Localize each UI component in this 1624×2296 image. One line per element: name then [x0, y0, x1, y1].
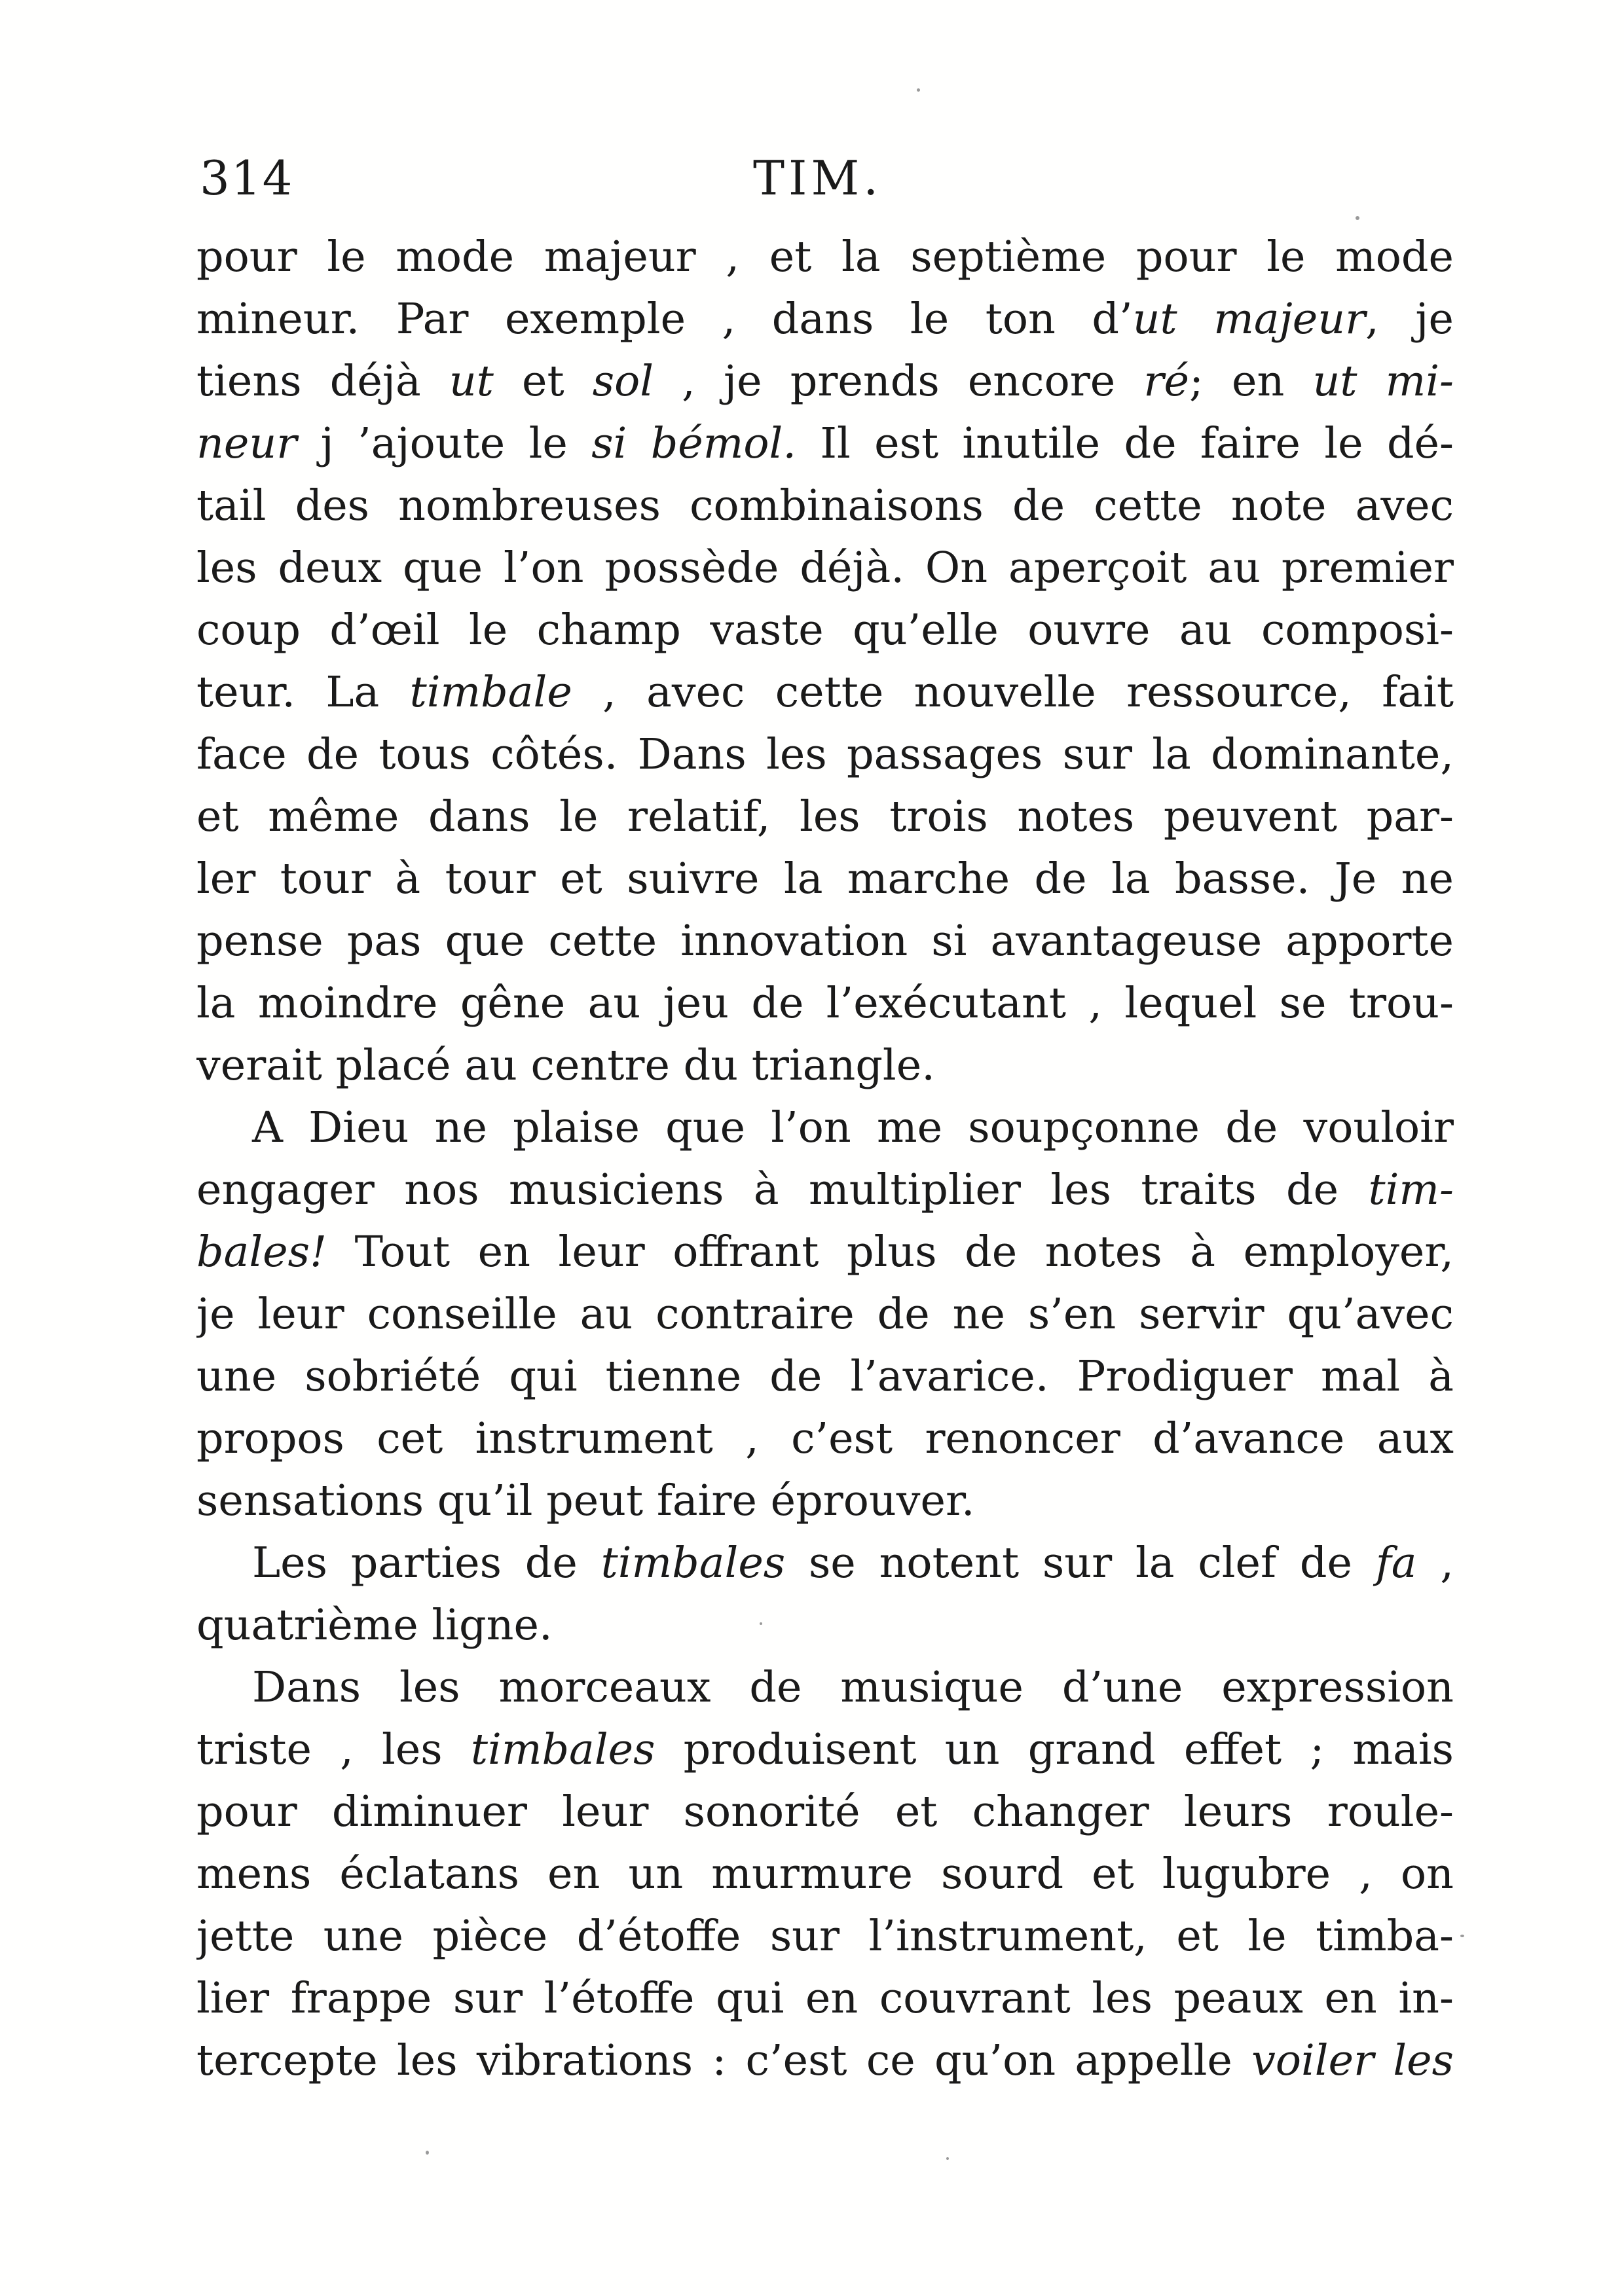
italic-text: ut mi-: [1312, 357, 1454, 406]
italic-text: ut majeur: [1132, 295, 1366, 344]
text-run: Les parties de: [252, 1539, 601, 1588]
text-line: [196, 1656, 1454, 1719]
text-run: lier frappe sur l’étoffe qui en couvrant les peaux en in-: [196, 1974, 1454, 2023]
text-run: Tout en leur offrant plus de notes à employer,: [327, 1228, 1454, 1277]
text-line: [196, 1034, 1454, 1097]
text-run: triste , les: [196, 1725, 471, 1774]
text-line: [196, 1532, 1454, 1594]
italic-text: timbales: [600, 1539, 786, 1588]
text-line: [196, 1097, 1454, 1159]
text-run: verait placé au centre du triangle.: [196, 1041, 935, 1090]
text-line: [196, 412, 1454, 475]
text-run: et: [493, 357, 593, 406]
text-run: pour le mode majeur , et la septième pour le mode: [196, 232, 1454, 282]
text-line: [196, 723, 1454, 786]
text-line: [196, 350, 1454, 412]
text-run: , je: [1365, 295, 1454, 344]
text-line: [196, 1967, 1454, 2030]
text-line: [196, 1283, 1454, 1345]
text-line: [196, 1470, 1454, 1532]
running-head: TIM.: [753, 151, 883, 206]
scan-speck: [1460, 1935, 1464, 1937]
text-line: [196, 1221, 1454, 1283]
text-run: face de tous côtés. Dans les passages sur la dominante,: [196, 730, 1454, 779]
scan-speck: [946, 2157, 949, 2160]
text-run: Dans les morceaux de musique d’une expression: [252, 1663, 1454, 1712]
text-run: engager nos musiciens à multiplier les traits de: [196, 1165, 1369, 1214]
scan-speck: [760, 1622, 762, 1625]
text-line: [196, 1843, 1454, 1905]
text-run: tail des nombreuses combinaisons de cette note avec: [196, 481, 1454, 530]
text-run: quatrième ligne.: [196, 1601, 553, 1650]
text-run: teur. La: [196, 668, 410, 717]
text-run: jette une pièce d’étoffe sur l’instrument, et le timba-: [196, 1912, 1454, 1961]
italic-text: voiler les: [1251, 2036, 1454, 2085]
page-header: [200, 151, 1457, 210]
text-run: Il est inutile de faire le dé-: [796, 419, 1454, 468]
scan-speck: [426, 2151, 429, 2155]
italic-text: ré: [1143, 357, 1189, 406]
text-line: [196, 786, 1454, 848]
italic-text: fa: [1375, 1539, 1417, 1588]
text-line: [196, 2030, 1454, 2092]
text-run: une sobriété qui tienne de l’avarice. Prodiguer mal à: [196, 1352, 1454, 1401]
text-run: la moindre gêne au jeu de l’exécutant , lequel se trou-: [196, 979, 1454, 1028]
italic-text: bales!: [196, 1228, 327, 1277]
text-line: [196, 475, 1454, 537]
text-run: j ’ajoute le: [297, 419, 592, 468]
italic-text: sol: [592, 357, 654, 406]
text-run: , avec cette nouvelle ressource, fait: [572, 668, 1454, 717]
text-run: mineur. Par exemple , dans le ton d’: [196, 295, 1133, 344]
text-line: [196, 1408, 1454, 1470]
text-line: [196, 226, 1454, 288]
italic-text: tim-: [1368, 1165, 1454, 1214]
text-run: pense pas que cette innovation si avantageuse apporte: [196, 917, 1454, 966]
scan-speck: [917, 88, 920, 92]
text-line: [196, 661, 1454, 723]
text-run: pour diminuer leur sonorité et changer leurs roule-: [196, 1787, 1454, 1836]
text-run: et même dans le relatif, les trois notes peuvent par-: [196, 792, 1454, 841]
text-line: [196, 972, 1454, 1034]
text-line: [196, 537, 1454, 599]
text-run: sensations qu’il peut faire éprouver.: [196, 1476, 975, 1525]
text-run: , je prends encore: [654, 357, 1144, 406]
scan-speck: [1356, 216, 1359, 220]
text-line: [196, 1345, 1454, 1408]
text-run: tercepte les vibrations : c’est ce qu’on appelle: [196, 2036, 1252, 2085]
text-line: [196, 1905, 1454, 1967]
text-run: je leur conseille au contraire de ne s’en servir qu’avec: [196, 1290, 1454, 1339]
text-run: coup d’œil le champ vaste qu’elle ouvre au composi-: [196, 606, 1454, 655]
text-line: [196, 1594, 1454, 1656]
text-run: produisent un grand effet ; mais: [655, 1725, 1454, 1774]
text-line: [196, 1781, 1454, 1843]
italic-text: si bémol.: [591, 419, 796, 468]
text-line: [196, 1159, 1454, 1221]
italic-text: neur: [196, 419, 297, 468]
text-run: ; en: [1189, 357, 1313, 406]
text-run: propos cet instrument , c’est renoncer d’avance aux: [196, 1414, 1454, 1463]
page-number: 314: [200, 151, 294, 206]
text-run: se notent sur la clef de: [785, 1539, 1376, 1588]
body-text: [196, 226, 1454, 2092]
text-run: les deux que l’on possède déjà. On aperçoit au premier: [196, 543, 1454, 592]
text-line: [196, 848, 1454, 910]
text-run: A Dieu ne plaise que l’on me soupçonne de vouloir: [252, 1103, 1454, 1152]
italic-text: timbales: [470, 1725, 655, 1774]
text-run: ,: [1416, 1539, 1454, 1588]
text-line: [196, 599, 1454, 661]
italic-text: ut: [449, 357, 494, 406]
italic-text: timbale: [409, 668, 572, 717]
text-line: [196, 1719, 1454, 1781]
text-run: ler tour à tour et suivre la marche de la basse. Je ne: [196, 854, 1454, 903]
text-line: [196, 910, 1454, 972]
text-line: [196, 288, 1454, 350]
text-run: mens éclatans en un murmure sourd et lugubre , on: [196, 1850, 1454, 1899]
text-run: tiens déjà: [196, 357, 449, 406]
